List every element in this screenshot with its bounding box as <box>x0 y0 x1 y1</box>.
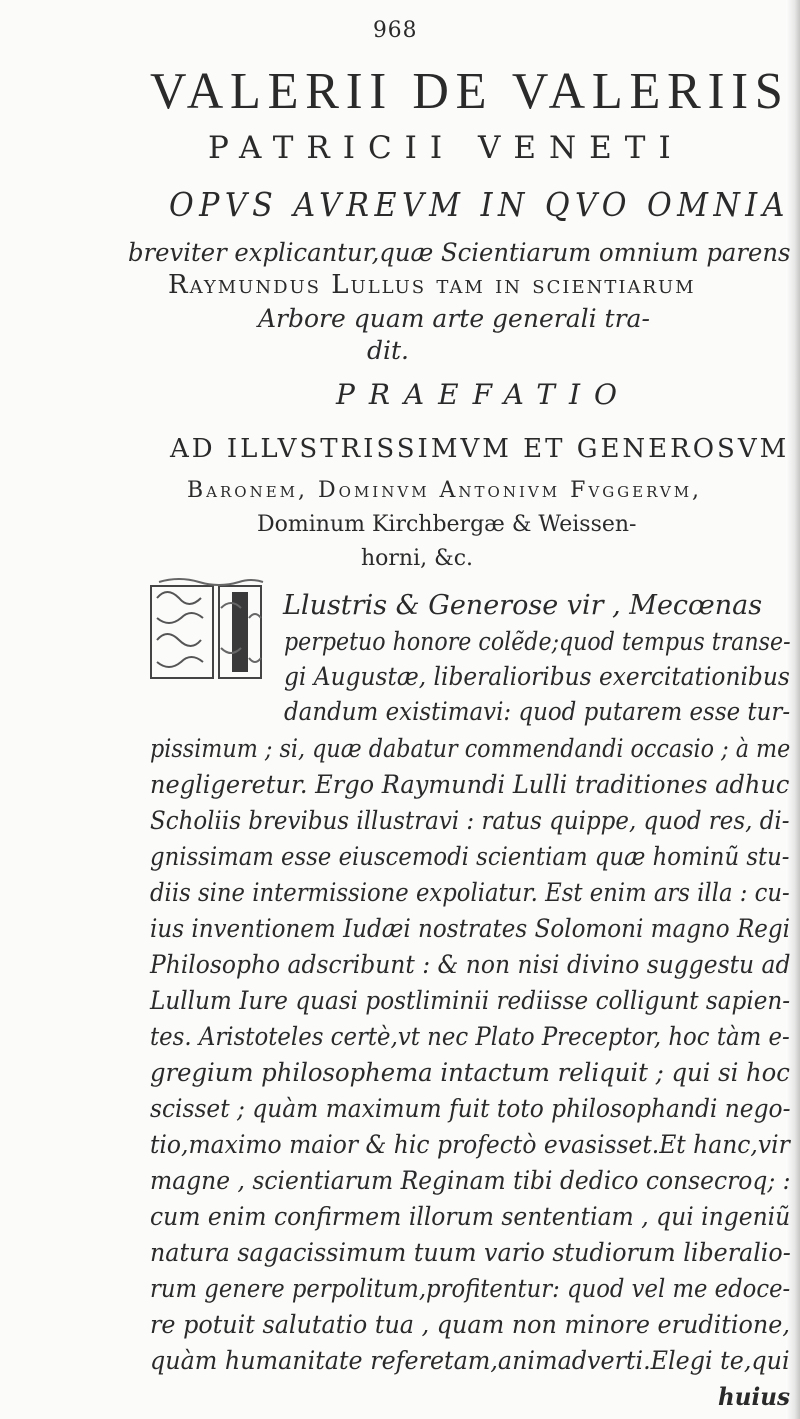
body-line: re potuit salutatio tua , quam non minore eruditione, <box>150 1310 790 1339</box>
catchword: huius <box>718 1382 790 1411</box>
praefatio-heading: PRAEFATIO <box>336 378 631 411</box>
title-patricii: PATRICII VENETI <box>208 130 684 166</box>
body-line: pissimum ; si, quæ dabatur commendandi occasio ; à me <box>150 734 791 763</box>
body-line: ius inventionem Iudæi nostrates Solomoni magno Regi <box>150 914 791 943</box>
body-line: Scholiis brevibus illustravi : ratus quippe, quod res, di- <box>150 806 790 835</box>
body-line: natura sagacissimum tuum vario studiorum liberalio- <box>150 1238 791 1267</box>
body-line: rum genere perpolitum,profitentur: quod vel me edoce- <box>150 1274 791 1303</box>
body-line: cum enim confirmem illorum sententiam , qui ingeniũ <box>150 1202 791 1231</box>
body-line: magne , scientiarum Reginam tibi dedico consecroq; : <box>150 1166 791 1195</box>
dedication-line: AD ILLVSTRISSIMVM ET GENEROSVM <box>170 434 790 464</box>
dedication-line: Dominum Kirchbergæ & Weissen- <box>257 512 637 537</box>
subtitle-text: Raymundus Lullus tam in scientiarum <box>168 270 696 300</box>
subtitle-line <box>168 270 696 300</box>
body-line: scisset ; quàm maximum fuit toto philosophandi nego- <box>150 1094 791 1123</box>
subtitle-line: dit. <box>367 336 409 365</box>
dedication-line: Baronem, Dominvm Antonivm Fvggervm, <box>187 478 703 503</box>
body-line: Philosopho adscribunt : & non nisi divino suggestu ad <box>150 950 791 979</box>
page-number: 968 <box>372 18 418 43</box>
body-line: perpetuo honore colẽde;quod tempus transe- <box>284 627 791 656</box>
subtitle-line: Arbore quam arte generali tra- <box>258 304 650 333</box>
title-author: VALERII DE VALERIIS <box>150 63 790 120</box>
body-line: quàm humanitate referetam,animadverti.Elegi te,qui <box>150 1346 790 1375</box>
body-line: dandum existimavi: quod putarem esse tur- <box>284 697 791 726</box>
body-line: negligeretur. Ergo Raymundi Lulli traditiones adhuc <box>150 770 790 799</box>
body-first-line <box>283 590 762 621</box>
dedication-line: horni, &c. <box>361 546 474 571</box>
body-line: diis sine intermissione expoliatur. Est enim ars illa : cu- <box>150 878 790 907</box>
body-line: tio,maximo maior & hic profectò evasisset.Et hanc,vir <box>150 1130 790 1159</box>
body-line: gregium philosophema intactum reliquit ; qui si hoc <box>150 1058 790 1087</box>
decorated-initial-icon <box>149 578 274 684</box>
body-line: gi Augustæ, liberalioribus exercitationibus <box>284 662 790 691</box>
body-line: Lullum Iure quasi postliminii rediisse colligunt sapien- <box>150 986 791 1015</box>
body-line: gnissimam esse eiuscemodi scientiam quæ hominũ stu- <box>150 842 790 871</box>
body-line-text: Llustris & Generose vir , Mecœnas <box>283 590 763 621</box>
subtitle-line: breviter explicantur,quæ Scientiarum omnium parens <box>128 238 791 267</box>
title-opus: OPVS AVREVM IN QVO OMNIA <box>169 185 790 224</box>
body-line: tes. Aristoteles certè,vt nec Plato Preceptor, hoc tàm e- <box>150 1022 790 1051</box>
